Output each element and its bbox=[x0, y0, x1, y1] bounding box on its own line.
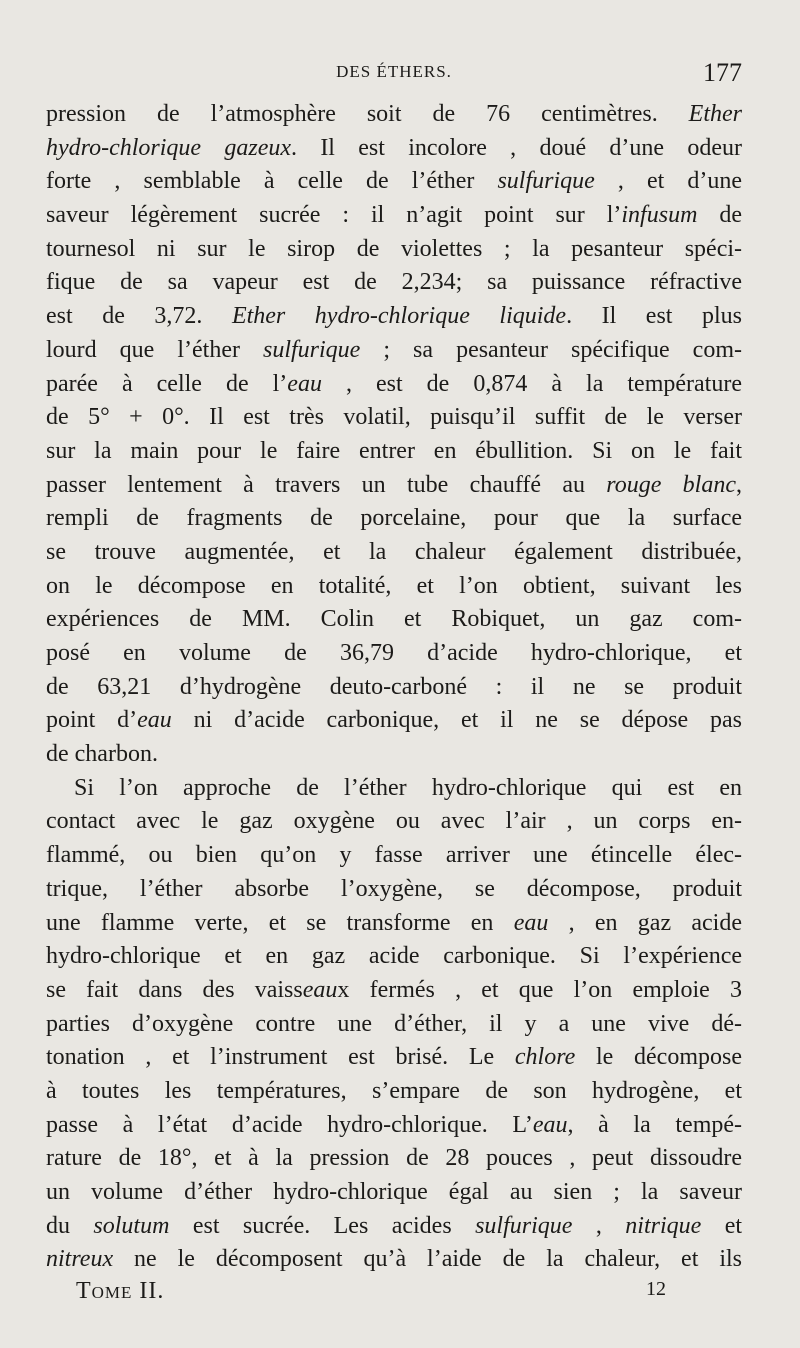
text-line: flammé, ou bien qu’on y fasse arriver une étincelle élec- bbox=[46, 842, 742, 869]
text-line: parée à celle de l’eau , est de 0,874 à la température bbox=[46, 370, 742, 397]
text-line: hydro-chlorique gazeux. Il est incolore , doué d’une odeur bbox=[46, 134, 742, 161]
text-line: se trouve augmentée, et la chaleur également distribuée, bbox=[46, 538, 742, 565]
text-line: on le décompose en totalité, et l’on obtient, suivant les bbox=[46, 572, 742, 599]
text-line: rature de 18°, et à la pression de 28 pouces , peut dissoudre bbox=[46, 1145, 742, 1172]
text-line: de charbon. bbox=[46, 741, 158, 768]
page-footer bbox=[76, 1278, 666, 1312]
text-line: du solutum est sucrée. Les acides sulfurique , nitrique et bbox=[46, 1212, 743, 1239]
text-line: un volume d’éther hydro-chlorique égal au sien ; la saveur bbox=[46, 1179, 742, 1205]
text-line: tournesol ni sur le sirop de violettes ; la pesanteur spéci- bbox=[46, 235, 742, 262]
page-number: 177 bbox=[703, 58, 742, 87]
text-line: tonation , et l’instrument est brisé. Le chlore le décompose bbox=[46, 1044, 742, 1071]
body-text bbox=[46, 98, 742, 1277]
text-line: contact avec le gaz oxygène ou avec l’air , un corps en- bbox=[46, 808, 742, 835]
text-line: fique de sa vapeur est de 2,234; sa puissance réfractive bbox=[46, 269, 742, 296]
text-line: hydro-chlorique et en gaz acide carbonique. Si l’expérience bbox=[46, 943, 742, 970]
text-line: passer lentement à travers un tube chauffé au rouge blanc, bbox=[46, 471, 742, 498]
text-line: expériences de MM. Colin et Robiquet, un gaz com- bbox=[46, 606, 742, 633]
text-line: de 63,21 d’hydrogène deuto-carboné : il ne se produit bbox=[46, 673, 742, 700]
text-line: pression de l’atmosphère soit de 76 centimètres. Ether bbox=[46, 101, 742, 127]
text-line: de 5° + 0°. Il est très volatil, puisqu’il suffit de le verser bbox=[46, 404, 742, 431]
text-line: Si l’on approche de l’éther hydro-chlorique qui est en bbox=[74, 774, 742, 801]
text-line: à toutes les températures, s’empare de son hydrogène, et bbox=[46, 1077, 742, 1104]
text-line: trique, l’éther absorbe l’oxygène, se décompose, produit bbox=[46, 875, 742, 902]
text-line: forte , semblable à celle de l’éther sulfurique , et d’une bbox=[46, 168, 743, 195]
text-line: posé en volume de 36,79 d’acide hydro-chlorique, et bbox=[46, 640, 742, 666]
signature-mark: 12 bbox=[646, 1278, 666, 1300]
text-line: lourd que l’éther sulfurique ; sa pesanteur spécifique com- bbox=[46, 336, 742, 363]
text-line: rempli de fragments de porcelaine, pour que la surface bbox=[46, 505, 742, 532]
text-line: nitreux ne le décomposent qu’à l’aide de la chaleur, et ils bbox=[46, 1246, 742, 1273]
text-line: saveur légèrement sucrée : il n’agit point sur l’infusum de bbox=[46, 202, 743, 229]
text-line: une flamme verte, et se transforme en eau , en gaz acide bbox=[46, 909, 742, 936]
text-line: parties d’oxygène contre une d’éther, il y a une vive dé- bbox=[46, 1010, 742, 1037]
text-line: point d’eau ni d’acide carbonique, et il ne se dépose pas bbox=[46, 707, 743, 734]
text-line: passe à l’état d’acide hydro-chlorique. L’eau, à la tempé- bbox=[46, 1111, 743, 1138]
text-line: se fait dans des vaisseaux fermés , et que l’on emploie 3 bbox=[46, 976, 742, 1003]
volume-label: Tome II. bbox=[76, 1278, 165, 1304]
running-title: DES ÉTHERS. bbox=[336, 62, 452, 81]
text-line: sur la main pour le faire entrer en ébullition. Si on le fait bbox=[46, 437, 742, 464]
page-header bbox=[46, 58, 742, 92]
text-line: est de 3,72. Ether hydro-chlorique liquide. Il est plus bbox=[46, 303, 743, 330]
